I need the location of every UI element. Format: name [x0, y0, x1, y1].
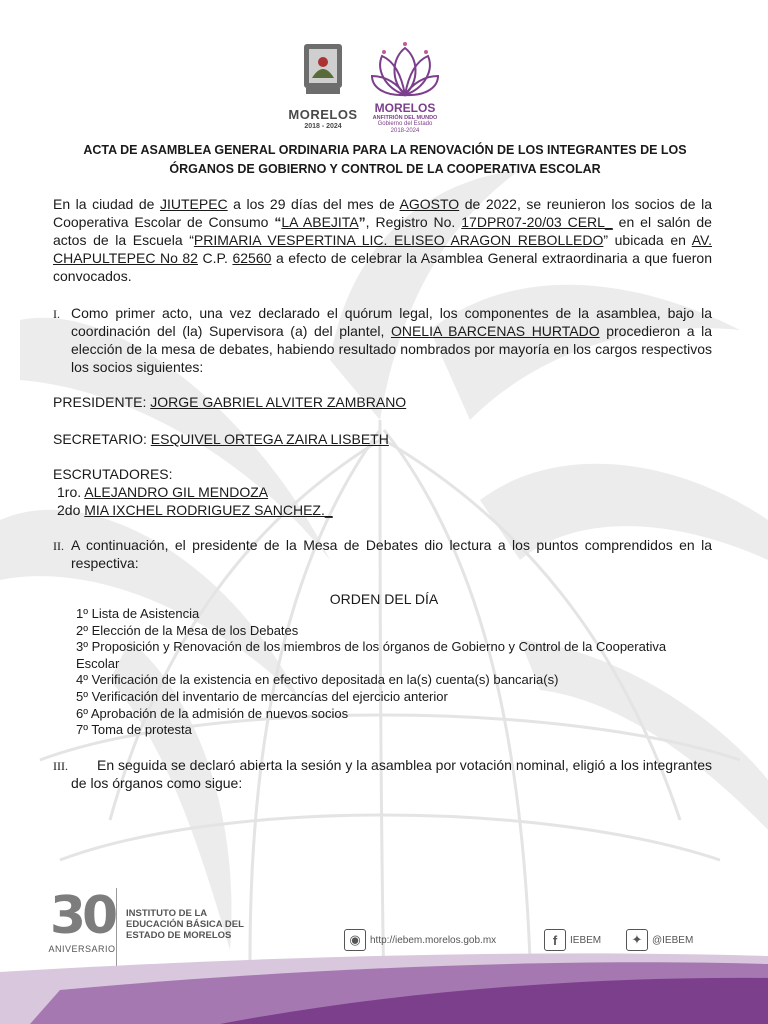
supervisor-name-field: ONELIA BARCENAS HURTADO: [390, 323, 600, 339]
section-3-paragraph: En seguida se declaró abierta la sesión y la asamblea por votación nominal, eligió a los integrantes de los órganos como sigue:: [71, 757, 712, 791]
cooperative-name-field: LA ABEJITA: [281, 214, 359, 230]
postal-code-field: 62560: [232, 250, 272, 266]
intro-text: , Registro No.: [365, 214, 462, 230]
agenda-item: 1º Lista de Asistencia: [76, 606, 200, 621]
section-1-text: procedieron a la elección de la mesa de debates, habiendo resultado nombrados por mayoría en los cargos respectivos los socios siguientes:: [71, 323, 712, 375]
month-field: AGOSTO: [399, 196, 460, 212]
footer-purple-band: [0, 950, 768, 1024]
school-name-field: PRIMARIA VESPERTINA LIC. ELISEO ARAGON REBOLLEDO: [193, 232, 604, 248]
city-field: JIUTEPEC: [159, 196, 228, 212]
intro-text: ” ubicada en: [603, 232, 692, 248]
section-3-numeral: III.: [53, 759, 68, 773]
agenda-item: 4º Verificación de la existencia en efectivo depositada en la(s) cuenta(s) bancaria(s): [76, 672, 559, 688]
intro-text: de 2022, se reunieron los socios de la Cooperativa Escolar de Consumo: [53, 196, 713, 230]
section-1-text: Como primer acto, una vez declarado el quórum legal, los componentes de la asamblea, bajo la coordinación del (la) Supervisora (a) del plantel,: [71, 305, 712, 339]
anniversary-logo: [32, 886, 132, 954]
president-label: PRESIDENTE:: [53, 394, 151, 410]
institute-line: EDUCACIÓN BÁSICA DEL: [126, 919, 244, 930]
scrutineer-2-name-field: MIA IXCHEL RODRIGUEZ SANCHEZ._: [84, 502, 333, 518]
website-url[interactable]: http://iebem.morelos.gob.mx: [370, 934, 497, 946]
secretary-line: [53, 430, 389, 448]
intro-text: En la ciudad de: [53, 196, 160, 212]
globe-icon: ◉: [344, 929, 366, 951]
intro-text: a efecto de celebrar la Asamblea General extraordinaria a que fueron convocados.: [53, 250, 712, 284]
facebook-icon: f: [544, 929, 566, 951]
gov-logo-label: MORELOS: [374, 101, 436, 115]
state-shield-icon: [302, 42, 344, 98]
institute-line: INSTITUTO DE LA: [126, 908, 208, 919]
scrutineer-1-label: 1ro.: [57, 484, 85, 500]
facebook-handle[interactable]: IEBEM: [570, 934, 602, 946]
twitter-handle[interactable]: @IEBEM: [652, 934, 694, 946]
morelos-state-logo: [283, 42, 363, 130]
section-1-numeral: I.: [53, 307, 60, 321]
section-2-paragraph: A continuación, el presidente de la Mesa de Debates dio lectura a los puntos comprendidos en la respectiva:: [71, 537, 712, 571]
gov-logo-tagline: ANFITRIÓN DEL MUNDO: [372, 115, 438, 121]
title-line-2: ÓRGANOS DE GOBIERNO Y CONTROL DE LA COOPERATIVA ESCOLAR: [169, 162, 601, 176]
website-link[interactable]: [344, 928, 496, 952]
agenda-title: ORDEN DEL DÍA: [329, 591, 439, 607]
section-1-paragraph: [71, 304, 712, 376]
intro-paragraph: [53, 195, 712, 285]
anniversary-number: 30: [49, 886, 115, 946]
scrutineer-1-name-field: ALEJANDRO GIL MENDOZA: [84, 484, 269, 500]
agenda-list: [76, 606, 712, 739]
agenda-item: 2º Elección de la Mesa de los Debates: [76, 622, 299, 638]
intro-text: C.P.: [197, 250, 233, 266]
state-logo-years: 2018 - 2024: [304, 123, 342, 130]
quote-mark: ”: [358, 214, 366, 230]
twitter-link[interactable]: [626, 928, 693, 952]
title-line-1: ACTA DE ASAMBLEA GENERAL ORDINARIA PARA LA RENOVACIÓN DE LOS INTEGRANTES DE LOS: [83, 143, 687, 157]
facebook-link[interactable]: [544, 928, 601, 952]
scrutineers-label: ESCRUTADORES:: [53, 466, 173, 482]
gov-logo-sub2: 2018-2024: [390, 128, 420, 134]
agenda-item: 5º Verificación del inventario de mercancías del ejercicio anterior: [76, 688, 448, 704]
intro-text: a los 29 días del mes de: [227, 196, 400, 212]
gov-logo-sub1: Gobierno del Estado: [377, 121, 433, 127]
quote-mark: “: [274, 214, 282, 230]
registro-field: 17DPR07-20/03 CERL_: [461, 214, 613, 230]
president-name-field: JORGE GABRIEL ALVITER ZAMBRANO: [150, 394, 407, 410]
secretary-name-field: ESQUIVEL ORTEGA ZAIRA LISBETH: [150, 431, 389, 447]
lotus-icon: [370, 40, 440, 98]
intro-text: en el salón de actos de la Escuela “: [53, 214, 712, 248]
scrutineer-1-line: [57, 483, 268, 501]
document-title: [60, 141, 710, 179]
agenda-item: 7º Toma de protesta: [76, 722, 192, 738]
secretary-label: SECRETARIO:: [53, 431, 151, 447]
twitter-icon: ✦: [626, 929, 648, 951]
institute-name: [126, 908, 244, 941]
scrutineer-2-label: 2do: [57, 502, 85, 518]
anniversary-label: ANIVERSARIO: [48, 944, 116, 954]
president-line: [53, 393, 406, 411]
address-field: AV. CHAPULTEPEC No 82: [53, 232, 712, 266]
agenda-item: 3º Proposición y Renovación de los miembros de los órganos de Gobierno y Control de la Cooperativa Escolar: [76, 639, 667, 671]
section-2-numeral: II.: [53, 539, 64, 553]
scrutineer-2-line: [57, 501, 333, 519]
institute-line: ESTADO DE MORELOS: [126, 930, 232, 941]
state-logo-label: MORELOS: [288, 107, 358, 122]
morelos-government-logo: [365, 40, 445, 135]
agenda-item: 6º Aprobación de la admisión de nuevos socios: [76, 705, 349, 721]
